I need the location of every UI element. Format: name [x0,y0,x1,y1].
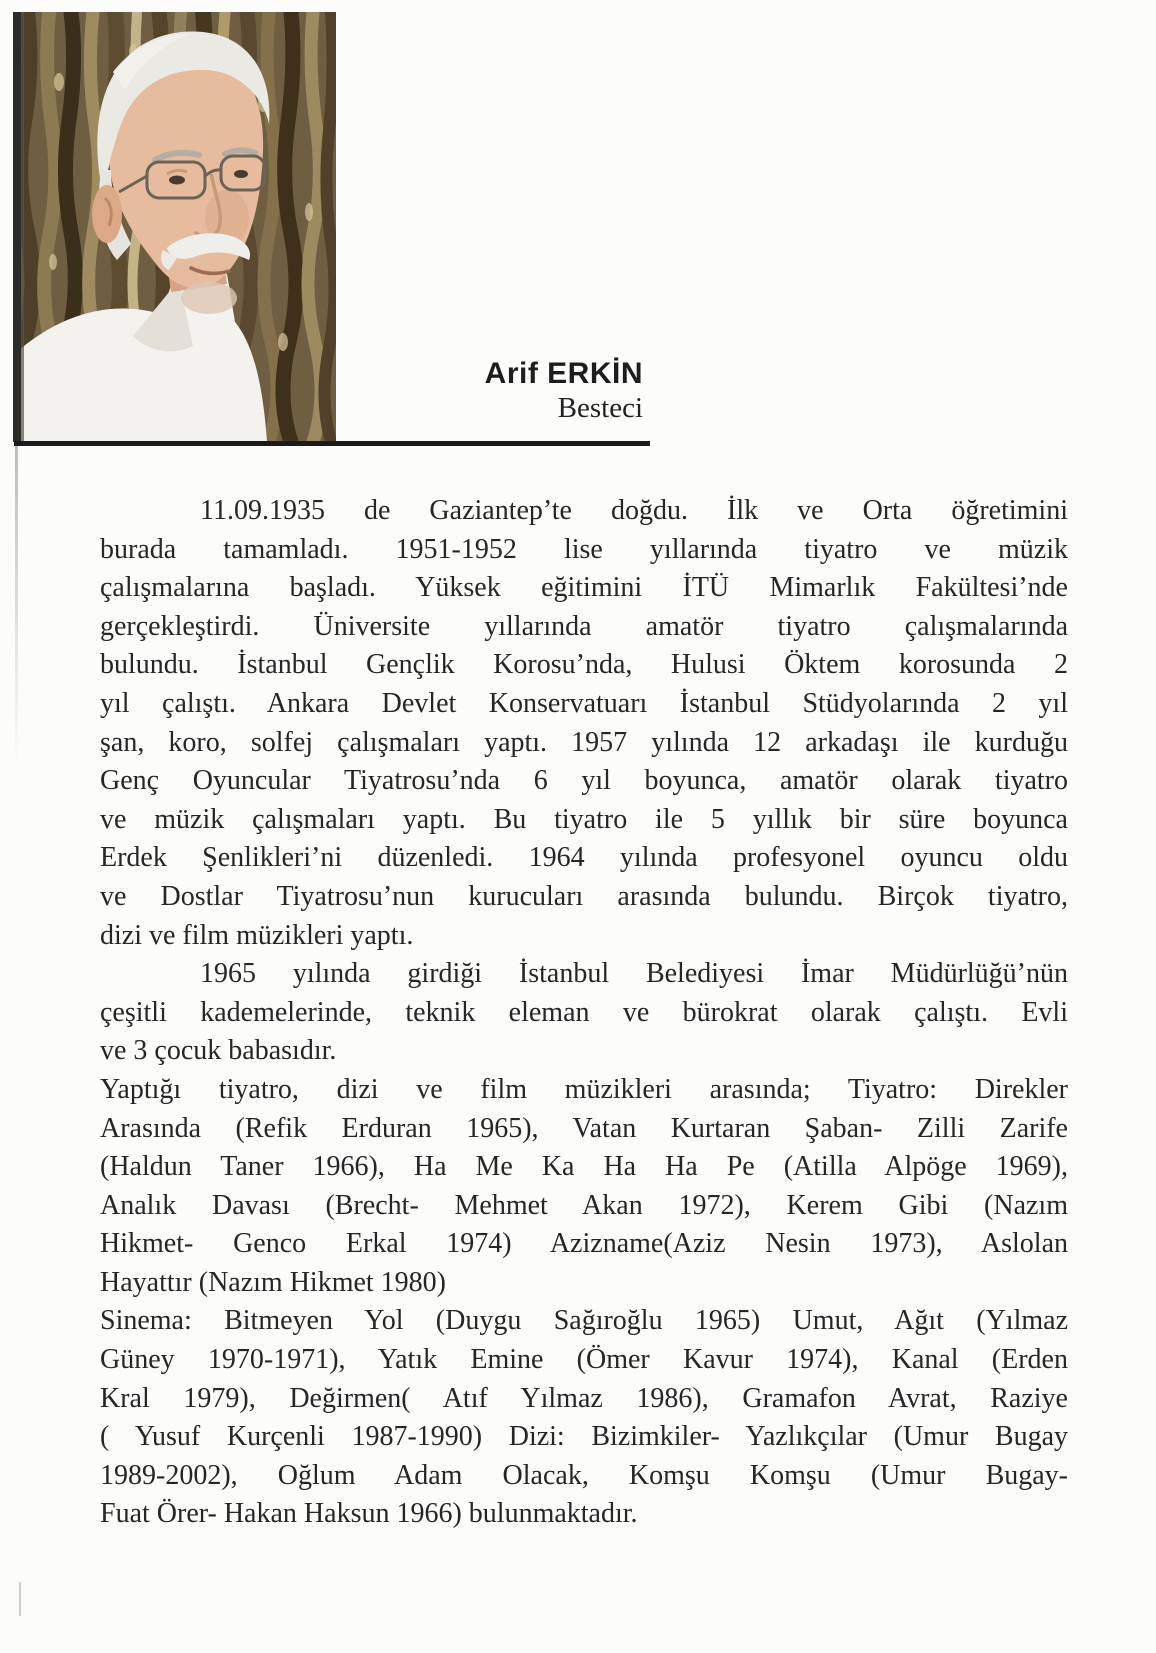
text-line: Güney 1970-1971), Yatık Emine (Ömer Kavur 1974), Kanal (Erden [100,1344,1068,1376]
text-line: 1989-2002), Oğlum Adam Olacak, Komşu Komşu (Umur Bugay- [100,1459,1068,1491]
text-line: Sinema: Bitmeyen Yol (Duygu Sağıroğlu 1965) Umut, Ağıt (Yılmaz [100,1305,1068,1337]
text-line: burada tamamladı. 1951-1952 lise yıllarında tiyatro ve müzik [100,533,1068,565]
text-line: çeşitli kademelerinde, teknik eleman ve bürokrat olarak çalıştı. Evli [100,996,1068,1028]
text-line: Yaptığı tiyatro, dizi ve film müzikleri arasında; Tiyatro: Direkler [100,1073,1068,1105]
text-line: gerçekleştirdi. Üniversite yıllarında amatör tiyatro çalışmalarında [100,610,1068,642]
text-line: (Haldun Taner 1966), Ha Me Ka Ha Ha Pe (Atilla Alpöge 1969), [100,1151,1068,1183]
text-line: ve 3 çocuk babasıdır. [100,1035,337,1067]
text-line: ve Dostlar Tiyatrosu’nun kurucuları arasında bulundu. Birçok tiyatro, [100,880,1068,912]
text-line: dizi ve film müzikleri yaptı. [100,919,414,951]
page-subtitle: Besteci [557,391,643,424]
scan-gutter-line [15,444,18,764]
header-block [340,358,643,424]
page-title: Arif ERKİN [484,357,643,390]
text-line: 11.09.1935 de Gaziantep’te doğdu. İlk ve Orta öğretimini [200,495,1068,526]
text-line: Kral 1979), Değirmen( Atıf Yılmaz 1986), Gramafon Avrat, Raziye [100,1382,1068,1414]
text-line: ve müzik çalışmaları yaptı. Bu tiyatro ile 5 yıllık bir süre boyunca [100,803,1068,835]
text-line: Erdek Şenlikleri’ni düzenledi. 1964 yılında profesyonel oyuncu oldu [100,842,1068,874]
horizontal-rule [14,441,650,446]
scan-artifact [19,1582,21,1616]
text-line: Hayattır (Nazım Hikmet 1980) [100,1266,447,1298]
text-line: Hikmet- Genco Erkal 1974) Azizname(Aziz Nesin 1973), Aslolan [100,1228,1068,1260]
body-text [100,492,1068,1534]
portrait-photo [13,12,336,442]
text-line: yıl çalıştı. Ankara Devlet Konservatuarı İstanbul Stüdyolarında 2 yıl [100,687,1068,719]
text-line: çalışmalarına başladı. Yüksek eğitimini İTÜ Mimarlık Fakültesi’nde [100,572,1068,604]
text-line: Fuat Örer- Hakan Haksun 1966) bulunmaktadır. [100,1498,638,1530]
portrait-photo-illustration [13,12,336,442]
text-line: 1965 yılında girdiği İstanbul Belediyesi İmar Müdürlüğü’nün [200,958,1068,990]
text-line: Arasında (Refik Erduran 1965), Vatan Kurtaran Şaban- Zilli Zarife [100,1112,1068,1144]
text-line: şan, koro, solfej çalışmaları yaptı. 1957 yılında 12 arkadaşı ile kurduğu [100,726,1068,758]
text-line: ( Yusuf Kurçenli 1987-1990) Dizi: Bizimkiler- Yazlıkçılar (Umur Bugay [100,1421,1068,1453]
text-line: Analık Davası (Brecht- Mehmet Akan 1972), Kerem Gibi (Nazım [100,1189,1068,1221]
text-line: bulundu. İstanbul Gençlik Korosu’nda, Hulusi Öktem korosunda 2 [100,649,1068,681]
text-line: Genç Oyuncular Tiyatrosu’nda 6 yıl boyunca, amatör olarak tiyatro [100,765,1068,797]
